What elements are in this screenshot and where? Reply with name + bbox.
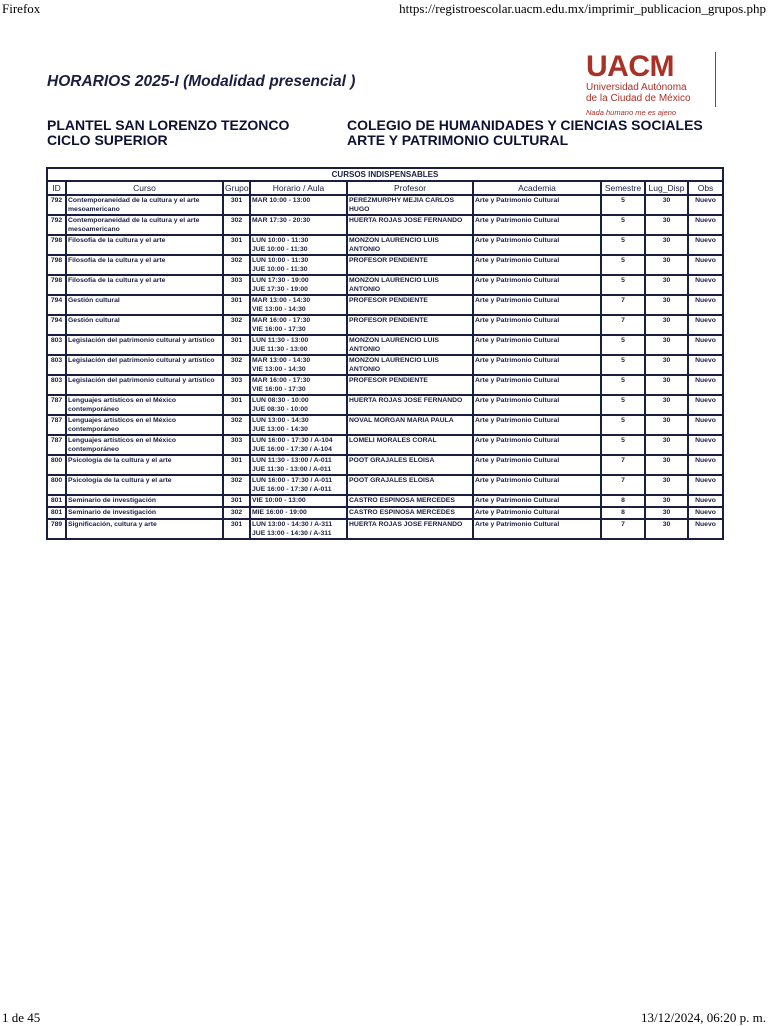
cell-semestre: 5 bbox=[601, 235, 645, 255]
horario-line: LUN 10:00 - 11:30 bbox=[252, 257, 309, 264]
cell-profesor: HUERTA ROJAS JOSE FERNANDO bbox=[347, 519, 473, 539]
cell-semestre: 7 bbox=[601, 315, 645, 335]
logo-mark: UACM bbox=[586, 50, 674, 83]
cell-grupo: 301 bbox=[223, 495, 250, 507]
logo-line-2: de la Ciudad de México bbox=[586, 93, 691, 104]
cell-obs: Nuevo bbox=[688, 275, 723, 295]
cell-academia: Arte y Patrimonio Cultural bbox=[473, 435, 601, 455]
cell-id: 801 bbox=[47, 507, 66, 519]
cell-semestre: 8 bbox=[601, 507, 645, 519]
cell-horario bbox=[250, 415, 347, 435]
cell-obs: Nuevo bbox=[688, 235, 723, 255]
cell-horario bbox=[250, 195, 347, 215]
cell-id: 792 bbox=[47, 195, 66, 215]
column-header-grupo: Grupo bbox=[225, 183, 249, 193]
cell-curso: Legislación del patrimonio cultural y artístico bbox=[66, 375, 223, 395]
cell-grupo: 302 bbox=[223, 215, 250, 235]
horario-line: VIE 13:00 - 14:30 bbox=[252, 306, 306, 313]
cell-obs: Nuevo bbox=[688, 375, 723, 395]
cell-profesor: POOT GRAJALES ELOISA bbox=[347, 475, 473, 495]
cell-profesor: LOMELI MORALES CORAL bbox=[347, 435, 473, 455]
cell-semestre: 5 bbox=[601, 375, 645, 395]
cell-lug-disp: 30 bbox=[645, 415, 688, 435]
cell-semestre: 5 bbox=[601, 435, 645, 455]
cell-obs: Nuevo bbox=[688, 215, 723, 235]
table-row bbox=[47, 495, 723, 507]
cell-curso: Legislación del patrimonio cultural y artístico bbox=[66, 335, 223, 355]
horario-line: LUN 13:00 - 14:30 bbox=[252, 417, 309, 424]
cell-horario bbox=[250, 455, 347, 475]
cell-obs: Nuevo bbox=[688, 475, 723, 495]
cell-lug-disp: 30 bbox=[645, 375, 688, 395]
cell-id: 798 bbox=[47, 275, 66, 295]
cell-id: 792 bbox=[47, 215, 66, 235]
cell-horario bbox=[250, 507, 347, 519]
cell-id: 789 bbox=[47, 519, 66, 539]
schedule-table-wrapper bbox=[46, 167, 722, 540]
horario-line: MAR 17:30 - 20:30 bbox=[252, 217, 311, 224]
horario-line: JUE 13:00 - 14:30 / A-311 bbox=[252, 530, 332, 537]
cell-profesor: PROFESOR PENDIENTE bbox=[347, 295, 473, 315]
cell-curso: Psicología de la cultura y el arte bbox=[66, 455, 223, 475]
horario-line: JUE 10:00 - 11:30 bbox=[252, 266, 308, 273]
cell-curso: Lenguajes artísticos en el México contemporáneo bbox=[66, 435, 223, 455]
column-header-lug-disp: Lug_Disp bbox=[645, 181, 688, 195]
column-header-profesor: Profesor bbox=[347, 181, 473, 195]
cell-semestre: 8 bbox=[601, 495, 645, 507]
horario-line: JUE 11:30 - 13:00 / A-011 bbox=[252, 466, 332, 473]
cell-academia: Arte y Patrimonio Cultural bbox=[473, 275, 601, 295]
cell-grupo: 302 bbox=[223, 315, 250, 335]
cell-academia: Arte y Patrimonio Cultural bbox=[473, 415, 601, 435]
table-row bbox=[47, 315, 723, 335]
cell-academia: Arte y Patrimonio Cultural bbox=[473, 475, 601, 495]
cell-grupo: 301 bbox=[223, 395, 250, 415]
cell-semestre: 5 bbox=[601, 335, 645, 355]
cell-profesor: CASTRO ESPINOSA MERCEDES bbox=[347, 495, 473, 507]
horario-line: MAR 10:00 - 13:00 bbox=[252, 197, 311, 204]
column-header-obs: Obs bbox=[688, 181, 723, 195]
table-row bbox=[47, 355, 723, 375]
cell-academia: Arte y Patrimonio Cultural bbox=[473, 215, 601, 235]
cell-obs: Nuevo bbox=[688, 415, 723, 435]
plantel-heading bbox=[47, 118, 289, 148]
cell-profesor: CASTRO ESPINOSA MERCEDES bbox=[347, 507, 473, 519]
cell-grupo: 301 bbox=[223, 295, 250, 315]
cell-horario bbox=[250, 395, 347, 415]
cell-academia: Arte y Patrimonio Cultural bbox=[473, 195, 601, 215]
cell-academia: Arte y Patrimonio Cultural bbox=[473, 395, 601, 415]
uacm-logo bbox=[586, 52, 716, 122]
cell-semestre: 5 bbox=[601, 215, 645, 235]
cell-horario bbox=[250, 315, 347, 335]
horario-line: JUE 08:30 - 10:00 bbox=[252, 406, 308, 413]
cell-obs: Nuevo bbox=[688, 395, 723, 415]
horario-line: VIE 10:00 - 13:00 bbox=[252, 497, 306, 504]
ciclo-name: CICLO SUPERIOR bbox=[47, 132, 168, 148]
horario-line: MAR 16:00 - 17:30 bbox=[252, 317, 311, 324]
cell-obs: Nuevo bbox=[688, 195, 723, 215]
horario-line: LUN 08:30 - 10:00 bbox=[252, 397, 309, 404]
column-header-semestre: Semestre bbox=[601, 181, 645, 195]
cell-horario bbox=[250, 335, 347, 355]
table-row bbox=[47, 215, 723, 235]
cell-semestre: 5 bbox=[601, 415, 645, 435]
horario-line: MIE 16:00 - 19:00 bbox=[252, 509, 307, 516]
horario-line: JUE 17:30 - 19:00 bbox=[252, 286, 308, 293]
horario-line: JUE 10:00 - 11:30 bbox=[252, 246, 308, 253]
cell-grupo: 302 bbox=[223, 507, 250, 519]
cell-profesor: MONZON LAURENCIO LUIS ANTONIO bbox=[347, 335, 473, 355]
cell-obs: Nuevo bbox=[688, 495, 723, 507]
cell-id: 787 bbox=[47, 435, 66, 455]
horario-line: MAR 16:00 - 17:30 bbox=[252, 377, 311, 384]
table-row bbox=[47, 255, 723, 275]
cell-profesor: HUERTA ROJAS JOSE FERNANDO bbox=[347, 215, 473, 235]
cell-horario bbox=[250, 495, 347, 507]
cell-academia: Arte y Patrimonio Cultural bbox=[473, 355, 601, 375]
cell-grupo: 302 bbox=[223, 475, 250, 495]
table-row bbox=[47, 335, 723, 355]
cell-lug-disp: 30 bbox=[645, 335, 688, 355]
cell-curso: Contemporaneidad de la cultura y el arte mesoamericano bbox=[66, 215, 223, 235]
cell-curso: Seminario de investigación bbox=[66, 507, 223, 519]
cell-id: 794 bbox=[47, 315, 66, 335]
cell-lug-disp: 30 bbox=[645, 435, 688, 455]
table-row bbox=[47, 507, 723, 519]
cell-profesor: NOVAL MORGAN MARIA PAULA bbox=[347, 415, 473, 435]
cell-lug-disp: 30 bbox=[645, 355, 688, 375]
cell-curso: Filosofía de la cultura y el arte bbox=[66, 255, 223, 275]
colegio-name: COLEGIO DE HUMANIDADES Y CIENCIAS SOCIALES bbox=[347, 117, 703, 133]
horario-line: LUN 11:30 - 13:00 bbox=[252, 337, 309, 344]
cell-profesor: MONZON LAURENCIO LUIS ANTONIO bbox=[347, 235, 473, 255]
horario-line: LUN 11:30 - 13:00 / A-011 bbox=[252, 457, 332, 464]
horario-line: JUE 16:00 - 17:30 / A-104 bbox=[252, 446, 332, 453]
cell-grupo: 302 bbox=[223, 415, 250, 435]
cell-semestre: 7 bbox=[601, 295, 645, 315]
horario-line: LUN 16:00 - 17:30 / A-104 bbox=[252, 437, 333, 444]
cell-semestre: 7 bbox=[601, 455, 645, 475]
cell-semestre: 5 bbox=[601, 275, 645, 295]
table-row bbox=[47, 295, 723, 315]
table-row bbox=[47, 395, 723, 415]
cell-curso: Lenguajes artísticos en el México contemporáneo bbox=[66, 395, 223, 415]
cell-profesor: PROFESOR PENDIENTE bbox=[347, 315, 473, 335]
cell-id: 803 bbox=[47, 355, 66, 375]
table-row bbox=[47, 475, 723, 495]
cell-horario bbox=[250, 355, 347, 375]
cell-academia: Arte y Patrimonio Cultural bbox=[473, 335, 601, 355]
cell-id: 798 bbox=[47, 235, 66, 255]
cell-grupo: 302 bbox=[223, 255, 250, 275]
cell-id: 787 bbox=[47, 415, 66, 435]
cell-profesor: MONZON LAURENCIO LUIS ANTONIO bbox=[347, 355, 473, 375]
cell-lug-disp: 30 bbox=[645, 255, 688, 275]
cell-lug-disp: 30 bbox=[645, 195, 688, 215]
cell-grupo: 303 bbox=[223, 275, 250, 295]
column-header-id: ID bbox=[47, 181, 66, 195]
horario-line: VIE 16:00 - 17:30 bbox=[252, 386, 306, 393]
print-date: 13/12/2024, 06:20 p. m. bbox=[641, 1010, 766, 1025]
plantel-name: PLANTEL SAN LORENZO TEZONCO bbox=[47, 117, 290, 133]
cell-id: 803 bbox=[47, 335, 66, 355]
table-row bbox=[47, 435, 723, 455]
cell-semestre: 7 bbox=[601, 519, 645, 539]
cell-curso: Lenguajes artísticos en el México contemporáneo bbox=[66, 415, 223, 435]
cell-academia: Arte y Patrimonio Cultural bbox=[473, 315, 601, 335]
cell-semestre: 7 bbox=[601, 475, 645, 495]
cell-lug-disp: 30 bbox=[645, 519, 688, 539]
cell-horario bbox=[250, 235, 347, 255]
cell-id: 787 bbox=[47, 395, 66, 415]
cell-obs: Nuevo bbox=[688, 355, 723, 375]
cell-horario bbox=[250, 375, 347, 395]
cell-grupo: 301 bbox=[223, 195, 250, 215]
horario-line: JUE 13:00 - 14:30 bbox=[252, 426, 308, 433]
cell-profesor: POOT GRAJALES ELOISA bbox=[347, 455, 473, 475]
table-caption: CURSOS INDISPENSABLES bbox=[47, 168, 723, 181]
table-row bbox=[47, 455, 723, 475]
cell-id: 794 bbox=[47, 295, 66, 315]
cell-lug-disp: 30 bbox=[645, 295, 688, 315]
colegio-heading bbox=[347, 118, 703, 148]
cell-lug-disp: 30 bbox=[645, 395, 688, 415]
cell-academia: Arte y Patrimonio Cultural bbox=[473, 455, 601, 475]
cell-horario bbox=[250, 275, 347, 295]
horario-line: MAR 13:00 - 14:30 bbox=[252, 297, 311, 304]
cell-lug-disp: 30 bbox=[645, 507, 688, 519]
cell-obs: Nuevo bbox=[688, 315, 723, 335]
column-header-curso: Curso bbox=[66, 181, 223, 195]
cell-horario bbox=[250, 435, 347, 455]
cell-academia: Arte y Patrimonio Cultural bbox=[473, 375, 601, 395]
cell-curso: Significación, cultura y arte bbox=[66, 519, 223, 539]
horario-line: VIE 13:00 - 14:30 bbox=[252, 366, 306, 373]
cell-academia: Arte y Patrimonio Cultural bbox=[473, 519, 601, 539]
cell-obs: Nuevo bbox=[688, 435, 723, 455]
table-header-row bbox=[47, 181, 723, 195]
cell-lug-disp: 30 bbox=[645, 455, 688, 475]
cell-obs: Nuevo bbox=[688, 519, 723, 539]
cell-lug-disp: 30 bbox=[645, 315, 688, 335]
cell-id: 801 bbox=[47, 495, 66, 507]
horario-line: JUE 16:00 - 17:30 / A-011 bbox=[252, 486, 332, 493]
cell-academia: Arte y Patrimonio Cultural bbox=[473, 235, 601, 255]
cell-obs: Nuevo bbox=[688, 455, 723, 475]
horario-line: JUE 11:30 - 13:00 bbox=[252, 346, 308, 353]
table-row bbox=[47, 195, 723, 215]
programa-name: ARTE Y PATRIMONIO CULTURAL bbox=[347, 132, 569, 148]
logo-divider bbox=[715, 52, 716, 107]
horario-line: LUN 16:00 - 17:30 / A-011 bbox=[252, 477, 333, 484]
cell-semestre: 5 bbox=[601, 355, 645, 375]
cell-id: 803 bbox=[47, 375, 66, 395]
cell-academia: Arte y Patrimonio Cultural bbox=[473, 507, 601, 519]
cell-profesor: PROFESOR PENDIENTE bbox=[347, 375, 473, 395]
cell-horario bbox=[250, 295, 347, 315]
horario-line: LUN 10:00 - 11:30 bbox=[252, 237, 309, 244]
cell-semestre: 5 bbox=[601, 255, 645, 275]
cell-horario bbox=[250, 255, 347, 275]
cell-curso: Psicología de la cultura y el arte bbox=[66, 475, 223, 495]
logo-line-1: Universidad Autónoma bbox=[586, 82, 687, 93]
column-header-academia: Academia bbox=[473, 181, 601, 195]
horario-line: LUN 13:00 - 14:30 / A-311 bbox=[252, 521, 333, 528]
cell-obs: Nuevo bbox=[688, 507, 723, 519]
page-title: HORARIOS 2025-I (Modalidad presencial ) bbox=[47, 73, 356, 90]
cell-curso: Seminario de investigación bbox=[66, 495, 223, 507]
column-header-horario: Horario / Aula bbox=[250, 181, 347, 195]
horario-line: MAR 13:00 - 14:30 bbox=[252, 357, 311, 364]
cell-grupo: 303 bbox=[223, 375, 250, 395]
cell-obs: Nuevo bbox=[688, 295, 723, 315]
cell-grupo: 301 bbox=[223, 519, 250, 539]
cell-curso: Filosofía de la cultura y el arte bbox=[66, 275, 223, 295]
browser-app-name: Firefox bbox=[2, 1, 41, 16]
cell-curso: Legislación del patrimonio cultural y artístico bbox=[66, 355, 223, 375]
cell-horario bbox=[250, 475, 347, 495]
cell-profesor: MONZON LAURENCIO LUIS ANTONIO bbox=[347, 275, 473, 295]
table-body bbox=[47, 195, 723, 539]
cell-profesor: PEREZMURPHY MEJIA CARLOS HUGO bbox=[347, 195, 473, 215]
cell-id: 800 bbox=[47, 475, 66, 495]
cell-semestre: 5 bbox=[601, 395, 645, 415]
cell-grupo: 301 bbox=[223, 455, 250, 475]
cell-grupo: 302 bbox=[223, 355, 250, 375]
cell-id: 798 bbox=[47, 255, 66, 275]
cell-obs: Nuevo bbox=[688, 335, 723, 355]
horario-line: VIE 16:00 - 17:30 bbox=[252, 326, 306, 333]
table-row bbox=[47, 375, 723, 395]
cell-lug-disp: 30 bbox=[645, 215, 688, 235]
schedule-table bbox=[46, 167, 724, 540]
cell-profesor: HUERTA ROJAS JOSE FERNANDO bbox=[347, 395, 473, 415]
page-indicator: 1 de 45 bbox=[2, 1010, 41, 1025]
horario-line: LUN 17:30 - 19:00 bbox=[252, 277, 309, 284]
cell-academia: Arte y Patrimonio Cultural bbox=[473, 495, 601, 507]
cell-lug-disp: 30 bbox=[645, 235, 688, 255]
cell-curso: Contemporaneidad de la cultura y el arte mesoamericano bbox=[66, 195, 223, 215]
cell-semestre: 5 bbox=[601, 195, 645, 215]
cell-lug-disp: 30 bbox=[645, 495, 688, 507]
table-row bbox=[47, 519, 723, 539]
cell-lug-disp: 30 bbox=[645, 475, 688, 495]
cell-horario bbox=[250, 215, 347, 235]
cell-lug-disp: 30 bbox=[645, 275, 688, 295]
table-row bbox=[47, 235, 723, 255]
table-row bbox=[47, 275, 723, 295]
cell-horario bbox=[250, 519, 347, 539]
logo-motto: Nada humano me es ajeno bbox=[586, 108, 677, 117]
cell-curso: Gestión cultural bbox=[66, 295, 223, 315]
cell-grupo: 303 bbox=[223, 435, 250, 455]
page-url: https://registroescolar.uacm.edu.mx/imprimir_publicacion_grupos.php bbox=[399, 1, 766, 16]
cell-academia: Arte y Patrimonio Cultural bbox=[473, 255, 601, 275]
cell-curso: Gestión cultural bbox=[66, 315, 223, 335]
cell-obs: Nuevo bbox=[688, 255, 723, 275]
cell-id: 800 bbox=[47, 455, 66, 475]
cell-grupo: 301 bbox=[223, 335, 250, 355]
table-row bbox=[47, 415, 723, 435]
cell-profesor: PROFESOR PENDIENTE bbox=[347, 255, 473, 275]
cell-curso: Filosofía de la cultura y el arte bbox=[66, 235, 223, 255]
cell-academia: Arte y Patrimonio Cultural bbox=[473, 295, 601, 315]
cell-grupo: 301 bbox=[223, 235, 250, 255]
